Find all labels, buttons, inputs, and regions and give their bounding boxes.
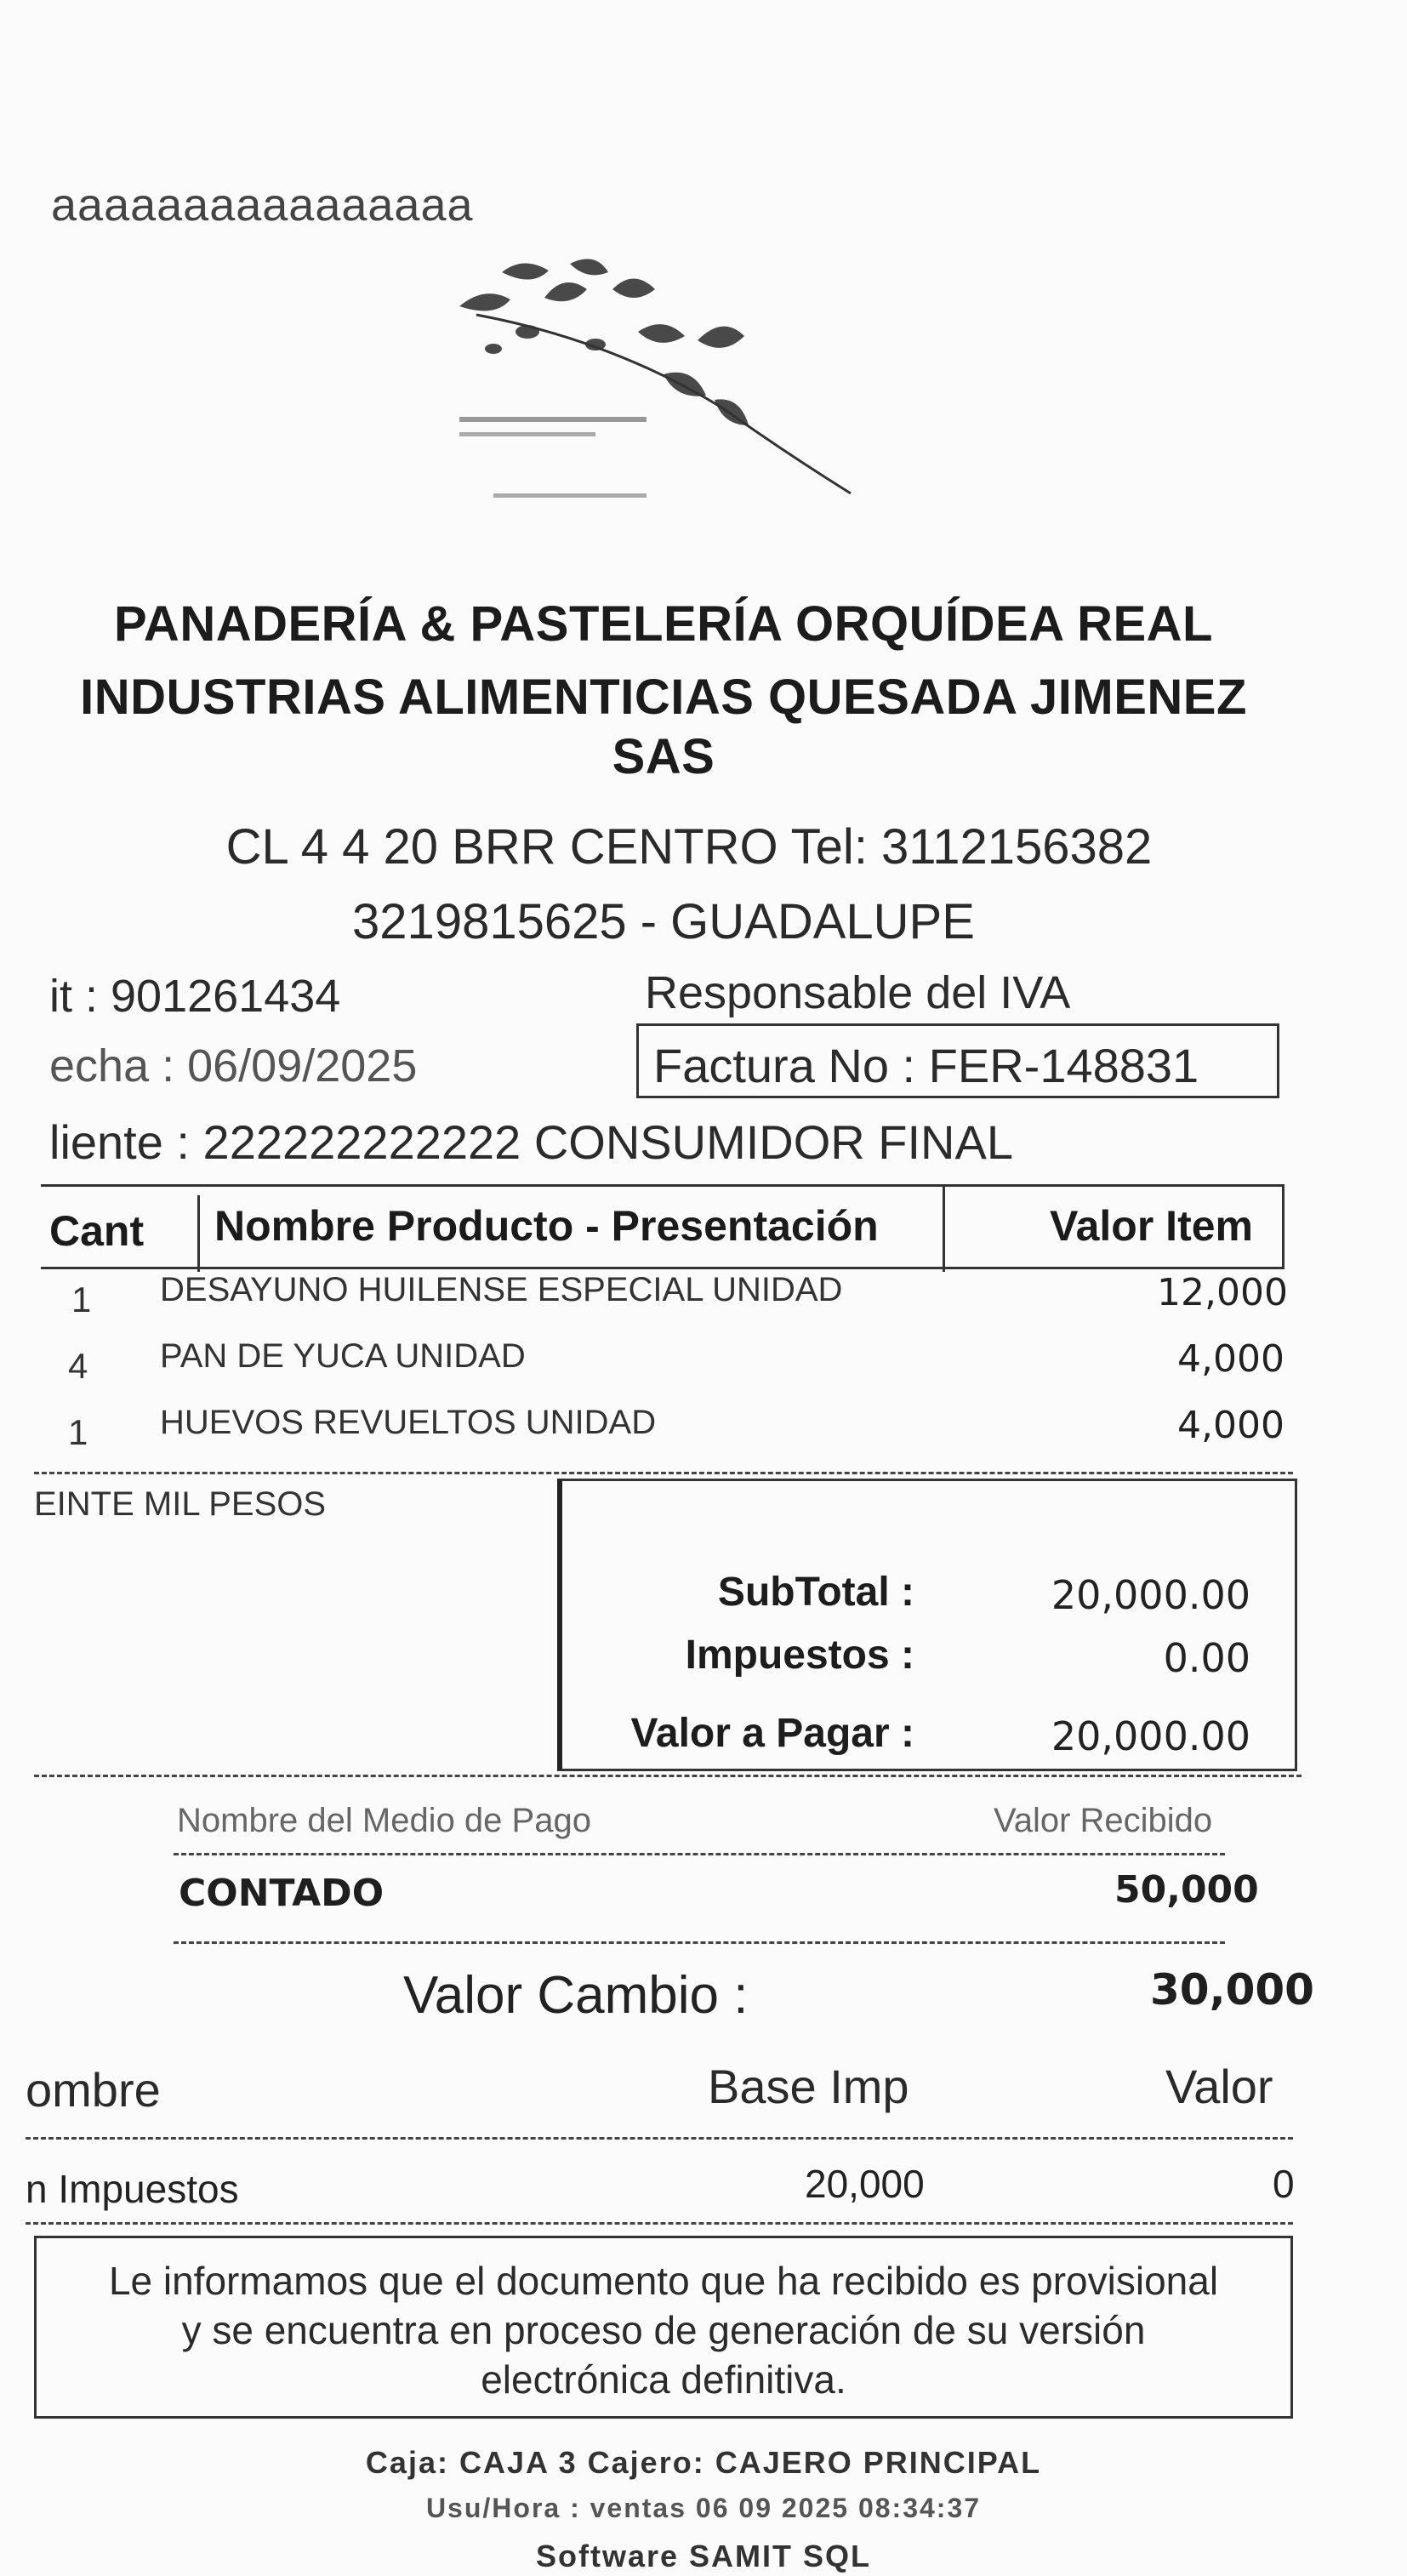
legal-name-line2: SAS [612,729,715,784]
received-header: Valor Recibido [994,1802,1213,1839]
tax-header-base: Base Imp [708,2060,909,2113]
received-value: 50,000 [1114,1868,1259,1912]
item-value: 4,000 [1177,1337,1285,1381]
total-label: Valor a Pagar : [630,1711,914,1756]
nit-text: it : 901261434 [49,971,341,1022]
item-name: DESAYUNO HUILENSE ESPECIAL UNIDAD [160,1271,843,1308]
item-qty: 1 [71,1279,92,1319]
business-name: PANADERÍA & PASTELERÍA ORQUÍDEA REAL [114,596,1213,652]
header-qty: Cant [49,1207,145,1255]
item-name: PAN DE YUCA UNIDAD [160,1337,526,1375]
total-value: 20,000.00 [1051,1713,1250,1759]
cashier-info: Caja: CAJA 3 Cajero: CAJERO PRINCIPAL [365,2445,1042,2480]
divider [174,1941,1225,1944]
tax-row-base: 20,000 [805,2162,925,2206]
notice-line3: electrónica definitiva. [481,2357,846,2402]
divider [34,1775,1302,1777]
legal-name-line1: INDUSTRIAS ALIMENTICIAS QUESADA JIMENEZ [80,670,1247,725]
change-value: 30,000 [1150,1965,1314,2015]
tax-header-name: ombre [26,2063,161,2117]
divider [26,2222,1293,2225]
header-product: Nombre Producto - Presentación [214,1202,879,1250]
subtotal-value: 20,000.00 [1051,1572,1250,1618]
address-line2: 3219815625 - GUADALUPE [352,894,975,949]
handwritten-scribble: aaaaaaaaaaaaaaaa [51,180,474,231]
header-value: Valor Item [1050,1202,1253,1250]
tax-header-value: Valor [1165,2060,1273,2113]
payment-method-header: Nombre del Medio de Pago [177,1802,591,1839]
user-time: Usu/Hora : ventas 06 09 2025 08:34:37 [425,2493,982,2523]
address-line1: CL 4 4 20 BRR CENTRO Tel: 3112156382 [225,819,1153,875]
date-text: echa : 06/09/2025 [49,1040,418,1091]
subtotal-label: SubTotal : [717,1570,914,1615]
notice-line1: Le informamos que el documento que ha recibido es provisional [108,2259,1219,2303]
tax-row-name: n Impuestos [26,2167,239,2211]
payment-method: CONTADO [179,1872,385,1915]
software-name: Software SAMIT SQL [535,2539,872,2573]
item-qty: 4 [68,1346,88,1386]
divider [174,1853,1225,1855]
taxes-label: Impuestos : [685,1633,914,1678]
item-qty: 1 [68,1412,88,1452]
item-value: 12,000 [1157,1271,1288,1314]
item-value: 4,000 [1177,1404,1285,1447]
amount-in-words: EINTE MIL PESOS [34,1485,327,1523]
orchid-logo [442,238,885,519]
divider [26,2137,1293,2140]
tax-status-text: Responsable del IVA [645,967,1071,1018]
client-text: liente : 222222222222 CONSUMIDOR FINAL [49,1115,1013,1169]
taxes-value: 0.00 [1163,1635,1250,1681]
notice-line2: y se encuentra en proceso de generación de su versión [181,2308,1146,2352]
tax-row-value: 0 [1273,2162,1295,2206]
change-label: Valor Cambio : [403,1966,749,2025]
invoice-number: Factura No : FER-148831 [653,1039,1199,1092]
divider [34,1472,1293,1474]
item-name: HUEVOS REVUELTOS UNIDAD [160,1404,657,1441]
